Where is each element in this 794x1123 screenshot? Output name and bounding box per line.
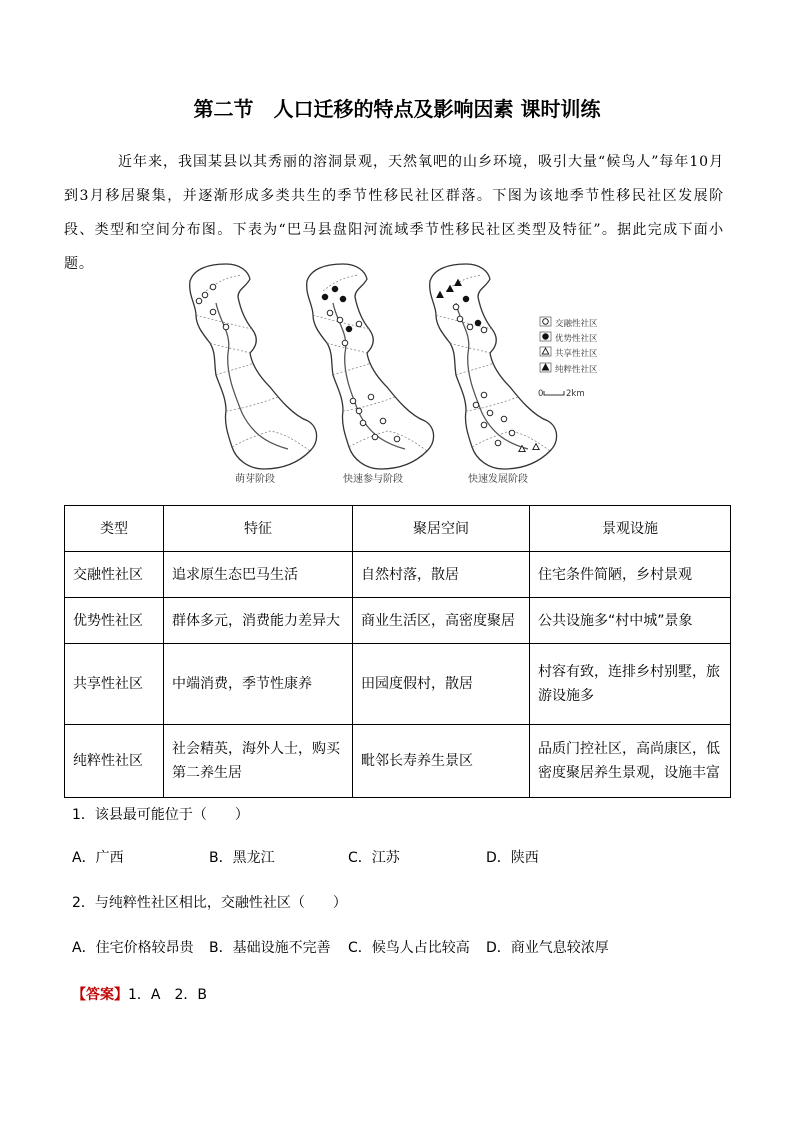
- community-marker: [481, 422, 487, 428]
- legend-label: 交融性社区: [555, 319, 598, 329]
- community-marker: [360, 420, 366, 426]
- legend-label: 纯粹性社区: [555, 365, 598, 375]
- stage-label-1: 萌芽阶段: [235, 474, 275, 485]
- community-marker: [463, 296, 469, 302]
- community-marker: [350, 398, 356, 404]
- community-marker: [346, 326, 352, 332]
- community-marker: [340, 296, 346, 302]
- table-cell: 共享性社区: [65, 644, 164, 725]
- table-header-cell: 特征: [164, 506, 353, 552]
- community-marker: [332, 286, 338, 292]
- community-distribution-map-figure: [185, 262, 625, 487]
- stage-label-2: 快速参与阶段: [343, 474, 403, 485]
- option-a: A．广西: [72, 850, 124, 866]
- legend-icons: [540, 317, 551, 372]
- map-stage-2: [307, 264, 434, 469]
- filled-circle-icon: [543, 334, 549, 340]
- community-marker: [481, 327, 487, 333]
- table-cell: 群体多元，消费能力差异大: [164, 598, 353, 644]
- community-marker: [501, 416, 507, 422]
- question-2-options: [72, 938, 656, 958]
- table-cell: 中端消费，季节性康养: [164, 644, 353, 725]
- option-d: D．陕西: [486, 850, 539, 866]
- community-marker: [327, 310, 333, 316]
- answer-line: [72, 985, 207, 1005]
- table-header-cell: 类型: [65, 506, 164, 552]
- community-marker: [475, 320, 481, 326]
- table-cell: 纯粹性社区: [65, 725, 164, 798]
- option-d: D．商业气息较浓厚: [486, 940, 609, 956]
- community-marker: [196, 298, 202, 304]
- scale-zero-label: 0: [538, 389, 544, 399]
- community-marker: [380, 418, 386, 424]
- table-cell: 品质门控社区，高尚康区，低密度聚居养生景观，设施丰富: [530, 725, 731, 798]
- intro-paragraph: 近年来，我国某县以其秀丽的溶洞景观，天然氧吧的山乡环境，吸引大量“候鸟人”每年10月到3月移居聚集，并逐渐形成多类共生的季节性移民社区群落。下图为该地季节性移民社区发展阶段、类型和空间分布图。下表为“巴马县盘阳河流域季节性移民社区类型及特征”。据此完成下面小题。: [64, 154, 724, 272]
- community-marker: [322, 294, 328, 300]
- table-header-row: [65, 506, 731, 552]
- table-cell: 追求原生态巴马生活: [164, 552, 353, 598]
- community-types-table: [64, 505, 731, 798]
- option-b: B．基础设施不完善: [209, 940, 331, 956]
- stage-label-3: 快速发展阶段: [468, 474, 528, 485]
- community-marker: [487, 410, 493, 416]
- answer-text: 1．A 2．B: [128, 987, 207, 1003]
- table-row: [65, 598, 731, 644]
- question-1-stem: 1．该县最可能位于（ ）: [72, 807, 249, 823]
- community-marker: [473, 402, 479, 408]
- community-marker: [223, 324, 229, 330]
- option-c: C．候鸟人占比较高: [348, 940, 470, 956]
- table-cell: 社会精英，海外人士，购买第二养生居: [164, 725, 353, 798]
- community-marker: [467, 324, 473, 330]
- community-marker: [495, 440, 501, 446]
- map-legend: [540, 317, 598, 375]
- option-c: C．江苏: [348, 850, 400, 866]
- scale-unit-label: 2km: [566, 389, 585, 399]
- table-header-cell: 景观设施: [530, 506, 731, 552]
- table-cell: 商业生活区，高密度聚居: [353, 598, 530, 644]
- community-marker: [202, 292, 208, 298]
- scale-bar-line: [544, 391, 564, 395]
- page-title: 第二节 人口迁移的特点及影响因素 课时训练: [193, 97, 601, 121]
- answer-label: 【答案】: [72, 987, 128, 1003]
- table-cell: 交融性社区: [65, 552, 164, 598]
- table-cell: 住宅条件简陋，乡村景观: [530, 552, 731, 598]
- table-cell: 优势性社区: [65, 598, 164, 644]
- community-marker: [337, 317, 343, 323]
- table-cell: 田园度假村，散居: [353, 644, 530, 725]
- community-marker: [481, 392, 487, 398]
- table-cell: 自然村落，散居: [353, 552, 530, 598]
- community-marker: [457, 316, 463, 322]
- community-marker: [210, 309, 216, 315]
- open-circle-icon: [543, 319, 549, 325]
- legend-label: 优势性社区: [555, 334, 598, 344]
- table-row: [65, 644, 731, 725]
- option-b: B．黑龙江: [209, 850, 275, 866]
- table-row: [65, 552, 731, 598]
- community-marker: [372, 434, 378, 440]
- map-stage-1: [190, 264, 317, 469]
- community-marker: [342, 340, 348, 346]
- community-marker: [453, 304, 459, 310]
- community-marker: [356, 321, 362, 327]
- table-header-cell: 聚居空间: [353, 506, 530, 552]
- question-2-stem: 2．与纯粹性社区相比，交融性社区（ ）: [72, 895, 347, 911]
- community-marker: [356, 408, 362, 414]
- table-cell: 公共设施多“村中城”景象: [530, 598, 731, 644]
- community-marker: [509, 430, 515, 436]
- table-row: [65, 725, 731, 798]
- community-marker: [210, 284, 216, 290]
- community-marker: [394, 436, 400, 442]
- map-stage-3: [430, 264, 557, 469]
- table-cell: 毗邻长寿养生景区: [353, 725, 530, 798]
- table-cell: 村容有致，连排乡村别墅，旅游设施多: [530, 644, 731, 725]
- legend-label: 共享性社区: [555, 349, 598, 359]
- question-1-options: [72, 848, 656, 868]
- option-a: A．住宅价格较昂贵: [72, 940, 194, 956]
- scale-bar: [538, 389, 585, 399]
- community-marker: [368, 394, 374, 400]
